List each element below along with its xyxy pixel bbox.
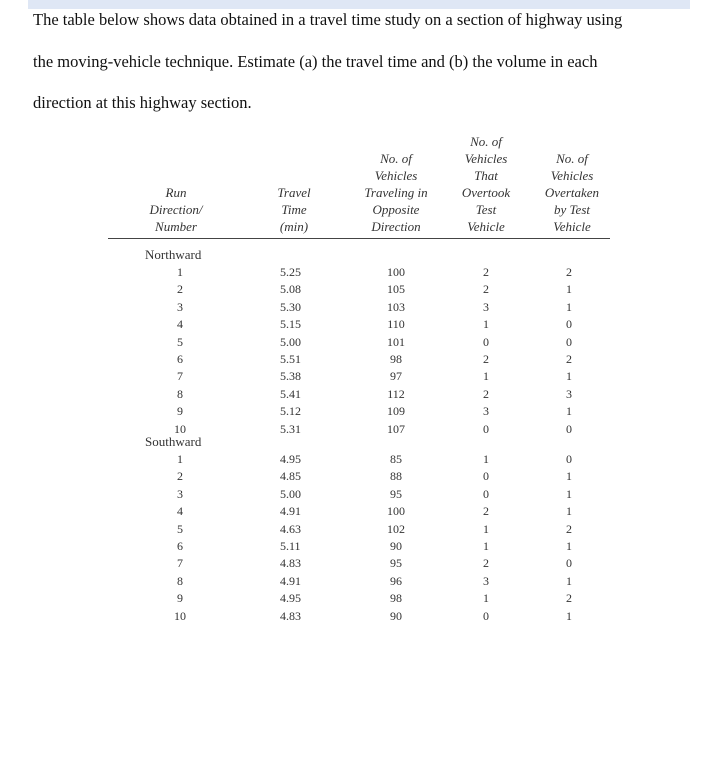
- cell-overtaken: 1: [566, 539, 572, 553]
- cell-overtaken: 0: [566, 556, 572, 571]
- cell-time: 5.15: [280, 317, 301, 332]
- cell-overtaken: 1: [566, 486, 572, 501]
- header-line: Overtook: [461, 185, 511, 200]
- cell-time: 4.63: [280, 521, 301, 536]
- header-line: Vehicles: [374, 168, 418, 183]
- header-line: Vehicles: [550, 168, 594, 183]
- cell-time: 5.11: [280, 539, 301, 553]
- cell-overtook: 1: [483, 539, 489, 553]
- cell-run: 2: [177, 469, 183, 484]
- cell-overtaken: 1: [566, 299, 572, 314]
- cell-overtook: 3: [483, 404, 489, 419]
- cell-overtook: 0: [483, 334, 489, 349]
- cell-overtaken: 1: [566, 404, 572, 419]
- cell-overtook: 2: [483, 282, 489, 297]
- header-line: Direction: [371, 219, 421, 234]
- cell-overtook: 1: [483, 452, 489, 466]
- cell-run: 6: [177, 352, 183, 366]
- cell-time: 5.12: [280, 404, 301, 419]
- cell-run: 8: [177, 573, 183, 588]
- group-label: Southward: [145, 434, 202, 449]
- cell-time: 5.38: [280, 369, 301, 384]
- header-line: Opposite: [372, 202, 420, 217]
- cell-time: 4.95: [280, 591, 301, 606]
- cell-run: 4: [177, 504, 183, 519]
- cell-run: 5: [177, 334, 183, 349]
- header-run-direction-number: [128, 184, 224, 235]
- cell-opposite: 100: [387, 265, 405, 279]
- header-line: Run: [165, 185, 187, 200]
- cell-overtaken: 1: [566, 504, 572, 519]
- cell-opposite: 103: [387, 299, 405, 314]
- cell-run: 1: [177, 452, 183, 466]
- cell-overtook: 0: [483, 469, 489, 484]
- header-line: That: [474, 168, 498, 183]
- cell-opposite: 110: [387, 317, 405, 332]
- cell-opposite: 90: [390, 608, 402, 623]
- cell-run: 10: [174, 608, 186, 623]
- cell-opposite: 101: [387, 334, 405, 349]
- cell-overtaken: 1: [566, 282, 572, 297]
- header-line: No. of: [380, 151, 412, 166]
- cell-run: 1: [177, 265, 183, 279]
- cell-run: 8: [177, 386, 183, 401]
- cell-run: 7: [177, 556, 183, 571]
- cell-time: 4.95: [280, 452, 301, 466]
- cell-opposite: 98: [390, 352, 402, 366]
- cell-time: 5.25: [280, 265, 301, 279]
- header-vehicles-opposite-direction: [348, 150, 444, 235]
- cell-opposite: 88: [390, 469, 402, 484]
- cell-run: 4: [177, 317, 183, 332]
- cell-overtaken: 1: [566, 573, 572, 588]
- cell-opposite: 100: [387, 504, 405, 519]
- problem-line-3: direction at this highway section.: [33, 93, 252, 112]
- cell-overtook: 1: [483, 591, 489, 606]
- cell-overtaken: 0: [566, 421, 572, 436]
- cell-overtaken: 0: [566, 452, 572, 466]
- cell-overtook: 2: [483, 504, 489, 519]
- cell-overtook: 2: [483, 556, 489, 571]
- header-line: Overtaken: [544, 185, 600, 200]
- cell-overtaken: 3: [566, 386, 572, 401]
- header-line: No. of: [556, 151, 588, 166]
- cell-overtook: 2: [483, 352, 489, 366]
- cell-overtaken: 0: [566, 317, 572, 332]
- cell-time: 4.85: [280, 469, 301, 484]
- header-vehicles-overtaken-by-test-vehicle: [532, 150, 612, 235]
- cell-time: 5.41: [280, 386, 301, 401]
- cell-opposite: 95: [390, 556, 402, 571]
- cell-opposite: 95: [390, 486, 402, 501]
- cell-overtaken: 2: [566, 521, 572, 536]
- cell-run: 9: [177, 404, 183, 419]
- cell-opposite: 109: [387, 404, 405, 419]
- problem-line-2: the moving-vehicle technique. Estimate (a) the travel time and (b) the volume in each: [33, 52, 598, 71]
- cell-opposite: 97: [390, 369, 402, 384]
- cell-time: 4.91: [280, 573, 301, 588]
- cell-time: 5.30: [280, 299, 301, 314]
- cell-overtook: 2: [483, 265, 489, 279]
- cell-overtook: 1: [483, 369, 489, 384]
- cell-run: 10: [174, 421, 186, 436]
- header-line: Vehicle: [553, 219, 591, 234]
- header-line: (min): [279, 219, 309, 234]
- cell-overtook: 0: [483, 608, 489, 623]
- cell-overtaken: 1: [566, 608, 572, 623]
- cell-run: 7: [177, 369, 183, 384]
- cell-time: 5.00: [280, 334, 301, 349]
- page-top-band: [28, 0, 690, 9]
- problem-line-1: The table below shows data obtained in a travel time study on a section of highway using: [33, 10, 623, 29]
- cell-overtaken: 2: [566, 352, 572, 366]
- cell-overtook: 3: [483, 299, 489, 314]
- cell-opposite: 112: [387, 386, 405, 401]
- cell-overtook: 0: [483, 421, 489, 436]
- header-line: by Test: [554, 202, 590, 217]
- cell-time: 5.51: [280, 352, 301, 366]
- header-line: Time: [281, 202, 307, 217]
- header-line: No. of: [470, 134, 502, 149]
- cell-opposite: 96: [390, 573, 402, 588]
- cell-overtook: 1: [483, 521, 489, 536]
- cell-overtook: 3: [483, 573, 489, 588]
- cell-time: 4.83: [280, 556, 301, 571]
- cell-opposite: 90: [390, 539, 402, 553]
- header-line: Vehicles: [464, 151, 508, 166]
- cell-overtook: 1: [483, 317, 489, 332]
- cell-opposite: 107: [387, 421, 405, 436]
- cell-run: 2: [177, 282, 183, 297]
- header-line: Number: [155, 219, 197, 234]
- cell-time: 4.91: [280, 504, 301, 519]
- header-line: Test: [475, 202, 497, 217]
- cell-overtaken: 2: [566, 591, 572, 606]
- cell-overtaken: 0: [566, 334, 572, 349]
- header-vehicles-overtook-test-vehicle: [448, 133, 524, 235]
- cell-run: 3: [177, 486, 183, 501]
- travel-time-table: [108, 130, 610, 630]
- cell-overtaken: 1: [566, 369, 572, 384]
- cell-opposite: 98: [390, 591, 402, 606]
- cell-time: 5.00: [280, 486, 301, 501]
- cell-run: 3: [177, 299, 183, 314]
- cell-overtook: 0: [483, 486, 489, 501]
- cell-opposite: 102: [387, 521, 405, 536]
- cell-run: 5: [177, 521, 183, 536]
- group-label: Northward: [145, 247, 202, 262]
- cell-run: 9: [177, 591, 183, 606]
- header-line: Direction/: [149, 202, 203, 217]
- header-line: Traveling in: [364, 185, 428, 200]
- cell-overtaken: 2: [566, 265, 572, 279]
- header-line: Travel: [277, 185, 311, 200]
- cell-time: 5.31: [280, 421, 301, 436]
- cell-run: 6: [177, 539, 183, 553]
- cell-overtook: 2: [483, 386, 489, 401]
- header-line: Vehicle: [467, 219, 505, 234]
- cell-overtaken: 1: [566, 469, 572, 484]
- header-travel-time: [258, 184, 330, 235]
- cell-opposite: 105: [387, 282, 405, 297]
- cell-time: 5.08: [280, 282, 301, 297]
- cell-opposite: 85: [390, 452, 402, 466]
- cell-time: 4.83: [280, 608, 301, 623]
- header-rule: [108, 238, 610, 239]
